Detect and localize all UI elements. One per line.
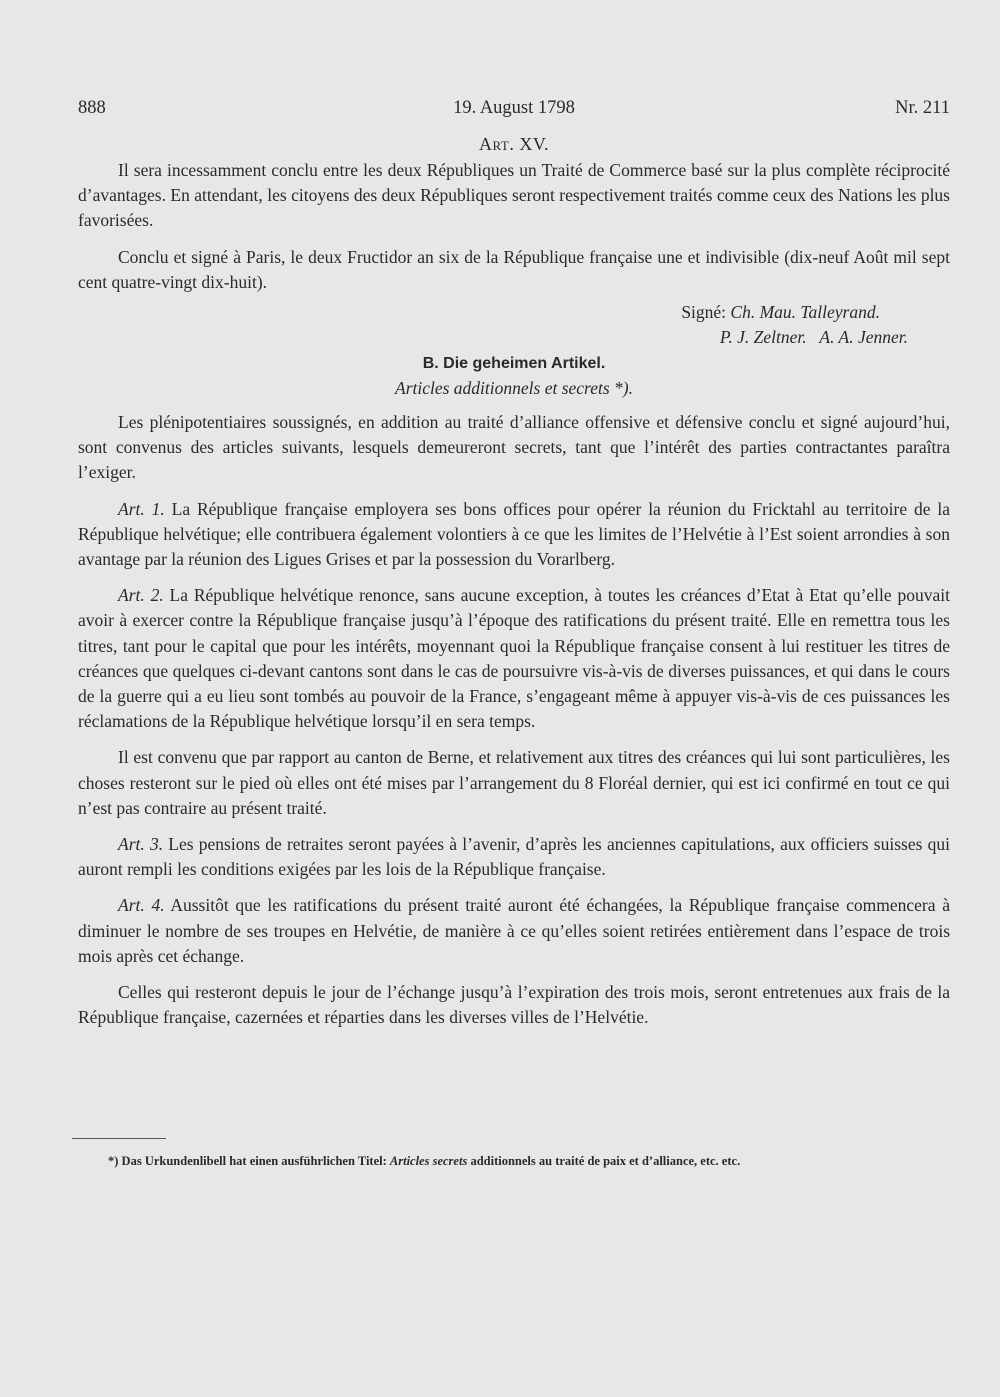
article-xv-paragraph: Il sera incessamment conclu entre les deux Républiques un Traité de Commerce basé sur la plus complète réciprocité d’avantages. En attendant, les citoyens des deux Républiques seront respectivement traités comme ceux des Nations les plus favorisées. bbox=[78, 160, 950, 231]
running-header bbox=[78, 96, 950, 122]
article-heading-xv: Art. XV. bbox=[478, 134, 550, 154]
article-2-label: Art. 2. bbox=[118, 585, 164, 606]
footnote: *) Das Urkundenlibell hat einen ausführlichen Titel: Articles secrets additionnels au traité de paix et d’alliance, etc. etc. bbox=[108, 1154, 741, 1168]
section-subtitle: Articles additionnels et secrets *). bbox=[395, 378, 633, 399]
article-2-paragraph-2: Il est convenu que par rapport au canton de Berne, et relativement aux titres des créances qui lui sont particulières, les choses resteront sur le pied où elles ont été mises par l’arrangement du 8 Floréal dernier, qui est ici confirmé en tout ce qui n’est pas contraire au présent traité. bbox=[78, 747, 950, 818]
footnote-italic-title: Articles secrets bbox=[389, 1154, 468, 1168]
article-3: Art. 3. Les pensions de retraites seront payées à l’avenir, d’après les anciennes capitulations, aux officiers suisses qui auront rempli les conditions exigées par les lois de la République française. bbox=[78, 834, 951, 880]
signature-line-1: Signé: Ch. Mau. Talleyrand. bbox=[681, 302, 880, 323]
article-1-label: Art. 1. bbox=[118, 498, 165, 519]
conclusion-paragraph: Conclu et signé à Paris, le deux Fructidor an six de la République française une et indivisible (dix-neuf Août mil sept cent quatre-vingt dix-huit). bbox=[78, 246, 950, 292]
article-3-label: Art. 3. bbox=[118, 834, 164, 855]
page-number: 888 bbox=[78, 98, 106, 118]
article-1: Art. 1. La République française employera ses bons offices pour opérer la réunion du Fricktahl au territoire de la République helvétique; elle contribuera également volontiers à ce que les limites de l’Helvétie à l’Est soient arrondies à son avantage par la réunion des Ligues Grises et par la possession du Vorarlberg. bbox=[78, 498, 950, 570]
article-4-paragraph-2: Celles qui resteront depuis le jour de l’échange jusqu’à l’expiration des trois mois, seront entretenues aux frais de la République française, cazernées et réparties dans les diverses villes de l’Helvétie. bbox=[78, 982, 950, 1028]
intro-paragraph: Les plénipotentiaires soussignés, en addition au traité d’alliance offensive et défensive conclu et signé aujourd’hui, sont convenus des articles suivants, lesquels demeureront secrets, tant que l’intérêt des parties contractantes paraîtra l’exiger. bbox=[78, 412, 950, 483]
footnote-divider bbox=[72, 1138, 166, 1139]
signature-talleyrand: Ch. Mau. Talleyrand. bbox=[730, 302, 880, 323]
section-heading-secret-articles: B. Die geheimen Artikel. bbox=[422, 355, 606, 373]
footnote-marker: *) bbox=[108, 1154, 119, 1168]
header-date: 19. August 1798 bbox=[453, 98, 575, 118]
article-4-label: Art. 4. bbox=[118, 895, 165, 916]
signature-line-2 bbox=[720, 325, 908, 350]
article-2: Art. 2. La République helvétique renonce, sans aucune exception, à toutes les créances d’Etat à Etat qu’elle pouvait avoir à exercer contre la République française jusqu’à l’époque des ratifications du présent traité. Elle en remettra tous les titres, tant pour le capital que pour les intérêts, moyennant quoi la République française consent à lui restituer les titres de créances que quelques ci-devant cantons sont dans le cas de poursuivre vis-à-vis de diverses puissances, et qui dans le cours de la guerre qui a eu lieu sont tombés au pouvoir de la France, s’engageant même à appuyer vis-à-vis de ces puissances les réclamations de la République helvétique lorsqu’il en sera temps. bbox=[78, 585, 950, 732]
document-number: Nr. 211 bbox=[895, 98, 950, 118]
signature-zeltner-jenner: P. J. Zeltner. A. A. Jenner. bbox=[719, 327, 908, 348]
page-body bbox=[78, 131, 950, 1041]
article-4: Art. 4. Aussitôt que les ratifications du présent traité auront été échangées, la République française commencera à diminuer le nombre de ses troupes en Helvétie, de manière à ce qu’elles soient retirées entièrement dans l’espace de trois mois après cet échange. bbox=[78, 895, 950, 966]
signature-block bbox=[78, 300, 950, 352]
